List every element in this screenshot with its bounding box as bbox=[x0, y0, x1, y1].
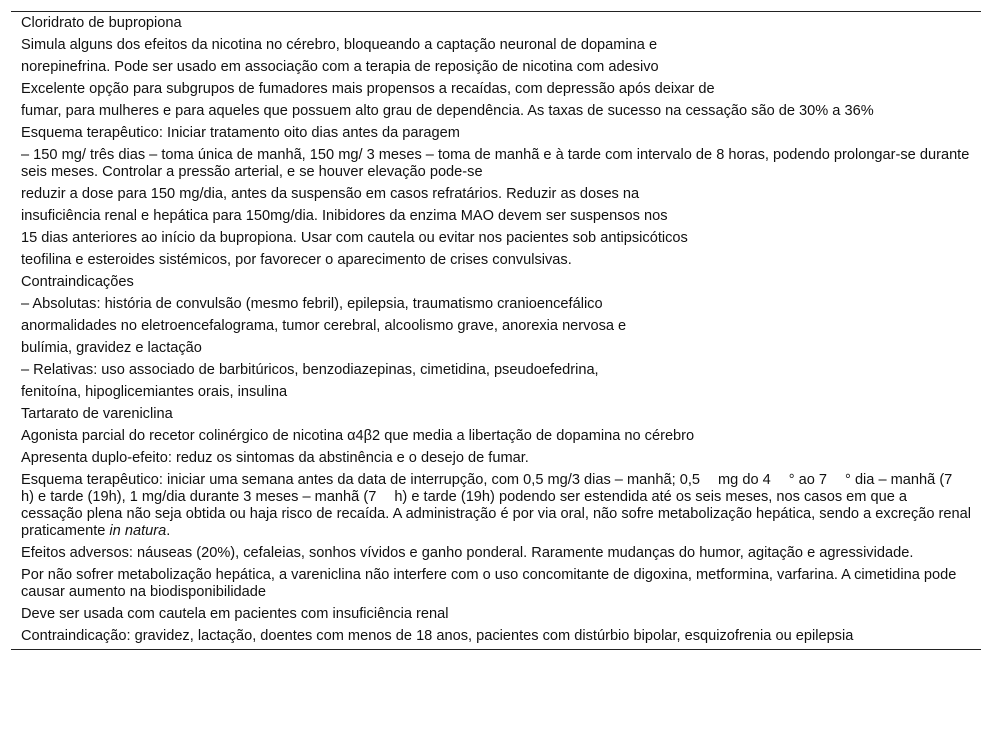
table-row: teofilina e esteroides sistémicos, por favorecer o aparecimento de crises convulsivas. bbox=[21, 252, 572, 268]
table-row-heading-vareniclina: Tartarato de vareniclina bbox=[21, 406, 173, 422]
table-row: Agonista parcial do recetor colinérgico de nicotina α4β2 que media a libertação de dopamina no cérebro bbox=[21, 428, 695, 444]
table-row: Simula alguns dos efeitos da nicotina no cérebro, bloqueando a captação neuronal de dopamina e bbox=[21, 37, 658, 53]
table-row: insuficiência renal e hepática para 150mg/dia. Inibidores da enzima MAO devem ser suspensos nos bbox=[21, 208, 668, 224]
table-row: Deve ser usada com cautela em pacientes com insuficiência renal bbox=[21, 606, 449, 622]
table-row: Esquema terapêutico: Iniciar tratamento oito dias antes da paragem bbox=[21, 125, 460, 141]
table-row: Efeitos adversos: náuseas (20%), cefaleias, sonhos vívidos e ganho ponderal. Raramente mudanças do humor, agitação e agressividade. bbox=[21, 545, 914, 561]
table-row: Excelente opção para subgrupos de fumadores mais propensos a recaídas, com depressão após deixar de bbox=[21, 81, 715, 97]
table-row-dosage-vareniclina bbox=[11, 470, 981, 542]
table-row: fenitoína, hipoglicemiantes orais, insulina bbox=[21, 384, 288, 400]
table-row: – 150 mg/ três dias – toma única de manhã, 150 mg/ 3 meses – toma de manhã e à tarde com intervalo de 8 horas, podendo prolongar-se durante seis meses. Controlar a pressão arterial, e se houver elevação pode-se bbox=[21, 147, 974, 180]
table-row: – Relativas: uso associado de barbitúricos, benzodiazepinas, cimetidina, pseudoefedrina, bbox=[21, 362, 599, 378]
table-row-heading-contraindicacoes: Contraindicações bbox=[21, 274, 134, 290]
table-row: 15 dias anteriores ao início da bupropiona. Usar com cautela ou evitar nos pacientes sob antipsicóticos bbox=[21, 230, 688, 246]
table-row: Apresenta duplo-efeito: reduz os sintomas da abstinência e o desejo de fumar. bbox=[21, 450, 529, 466]
dose-text: ° dia – manhã (7 bbox=[845, 472, 953, 488]
table-row-heading-bupropiona: Cloridrato de bupropiona bbox=[21, 15, 182, 31]
dose-text: Esquema terapêutico: iniciar uma semana antes da data de interrupção, com 0,5 mg/3 dias – manhã; 0,5 bbox=[21, 472, 701, 488]
drug-info-table bbox=[11, 11, 981, 650]
table-row: anormalidades no eletroencefalograma, tumor cerebral, alcoolismo grave, anorexia nervosa e bbox=[21, 318, 627, 334]
table-row: fumar, para mulheres e para aqueles que possuem alto grau de dependência. As taxas de sucesso na cessação são de 30% a 36% bbox=[21, 103, 874, 119]
table-row: Contraindicação: gravidez, lactação, doentes com menos de 18 anos, pacientes com distúrbio bipolar, esquizofrenia ou epilepsia bbox=[21, 628, 854, 644]
dose-text: h) e tarde (19h), 1 mg/dia durante 3 meses – manhã (7 bbox=[21, 489, 377, 505]
dose-text: mg do 4 bbox=[718, 472, 771, 488]
dose-text: . bbox=[166, 523, 171, 539]
table-row: norepinefrina. Pode ser usado em associação com a terapia de reposição de nicotina com adesivo bbox=[21, 59, 659, 75]
table-row: bulímia, gravidez e lactação bbox=[21, 340, 202, 356]
table-row: Por não sofrer metabolização hepática, a vareniclina não interfere com o uso concomitante de digoxina, metformina, varfarina. A cimetidina pode causar aumento na biodisponibilidade bbox=[21, 567, 961, 600]
dose-italic-text: in natura bbox=[109, 523, 167, 539]
dose-text: ° ao 7 bbox=[788, 472, 828, 488]
dose-text: h) e tarde (19h) podendo ser estendida até os seis meses, nos casos em que a cessação plena não seja obtida ou haja risco de recaída. A administração é por via oral, não sofre metabolização hepática, sendo a excreção renal praticamente bbox=[21, 489, 976, 539]
table-row: – Absolutas: história de convulsão (mesmo febril), epilepsia, traumatismo cranioencefálico bbox=[21, 296, 603, 312]
table-row: reduzir a dose para 150 mg/dia, antes da suspensão em casos refratários. Reduzir as doses na bbox=[21, 186, 640, 202]
